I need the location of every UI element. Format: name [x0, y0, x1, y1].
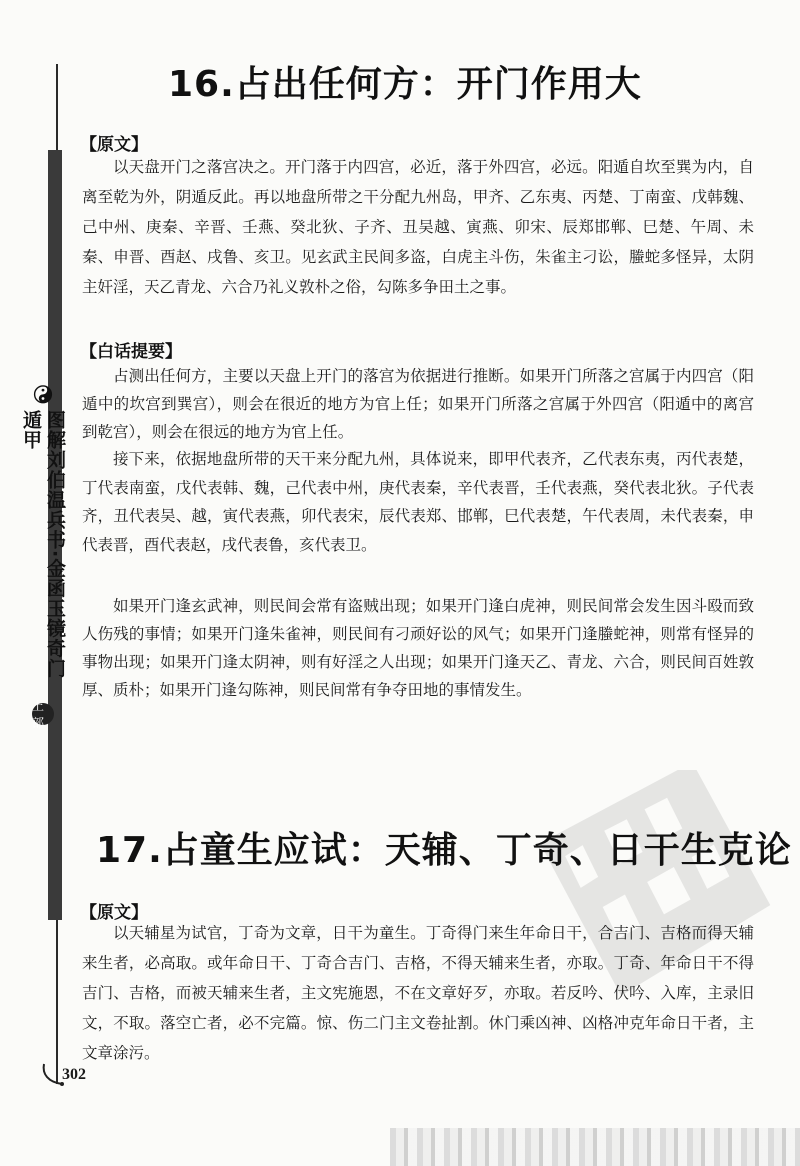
- section-16-title: 16.占出任何方：开门作用大: [168, 64, 642, 105]
- volume-badge: 上部: [32, 703, 54, 725]
- sidebar-book-title: [20, 385, 66, 730]
- section-17-title: 17.占童生应试：天辅、丁奇、日干生克论: [96, 830, 792, 871]
- section-16-original-text: 以天盘开门之落宫决之。开门落于内四宫，必近，落于外四宫，必远。阳遁自坎至巽为内，自离至乾为外，阴遁反此。再以地盘所带之干分配九州岛，甲齐、乙东夷、丙楚、丁南蛮、戊韩魏、己中州、庚秦、辛晋、壬燕、癸北狄、子齐、丑吴越、寅燕、卯宋、辰郑邯郸、巳楚、午周、未秦、申晋、酉赵、戌鲁、亥卫。见玄武主民间多盗，白虎主斗伤，朱雀主刁讼，螣蛇多怪异，太阴主奸淫，天乙青龙、六合乃礼义敦朴之俗，勾陈多争田土之事。: [82, 158, 754, 296]
- page-number: 302: [62, 1066, 86, 1083]
- yin-yang-icon: [33, 385, 53, 404]
- section-17-original-label: 【原文】: [80, 903, 148, 923]
- section-16-summary-paragraph-3: 如果开门逢玄武神，则民间会常有盗贼出现；如果开门逢白虎神，则民间常会发生因斗殴而致人伤残的事情；如果开门逢朱雀神，则民间有刁顽好讼的风气；如果开门逢螣蛇神，则常有怪异的事物出现；如果开门逢太阴神，则有好淫之人出现；如果开门逢天乙、青龙、六合，则民间百姓敦厚、质朴；如果开门逢勾陈神，则民间常有争夺田地的事情发生。: [82, 597, 754, 699]
- scan-artifact-strip: [390, 1128, 800, 1166]
- sidebar-title-text: 图解刘伯温兵书·金函玉镜奇门遁甲: [20, 409, 66, 678]
- section-17-original-text: 以天辅星为试官，丁奇为文章，日干为童生。丁奇得门来生年命日干，合吉门、吉格而得天辅来生者，必高取。或年命日干、丁奇合吉门、吉格，不得天辅来生者，亦取。丁奇、年命日干不得吉门、吉格，而被天辅来生者，主文宪施恩，不在文章好歹，亦取。若反吟、伏吟、入库，主录旧文，不取。落空亡者，必不完篇。惊、伤二门主文卷扯割。休门乘凶神、凶格冲克年命日干者，主文章涂污。: [82, 924, 754, 1062]
- section-16-summary-paragraph-1: 占测出任何方，主要以天盘上开门的落宫为依据进行推断。如果开门所落之宫属于内四宫（阳遁中的坎宫到巽宫），则会在很近的地方为官上任；如果开门所落之宫属于外四宫（阳遁中的离宫到乾宫），则会在很远的地方为官上任。: [82, 367, 754, 441]
- section-16-original-label: 【原文】: [80, 135, 148, 155]
- section-16-summary-label: 【白话提要】: [80, 342, 182, 362]
- section-16-summary-paragraph-2: 接下来，依据地盘所带的天干来分配九州，具体说来，即甲代表齐，乙代表东夷，丙代表楚，丁代表南蛮，戊代表韩、魏，己代表中州，庚代表秦，辛代表晋，壬代表燕，癸代表北狄。子代表齐，丑代表吴、越，寅代表燕，卯代表宋，辰代表郑、邯郸，巳代表楚，午代表周，未代表秦，申代表晋，酉代表赵，戌代表鲁，亥代表卫。: [82, 450, 754, 554]
